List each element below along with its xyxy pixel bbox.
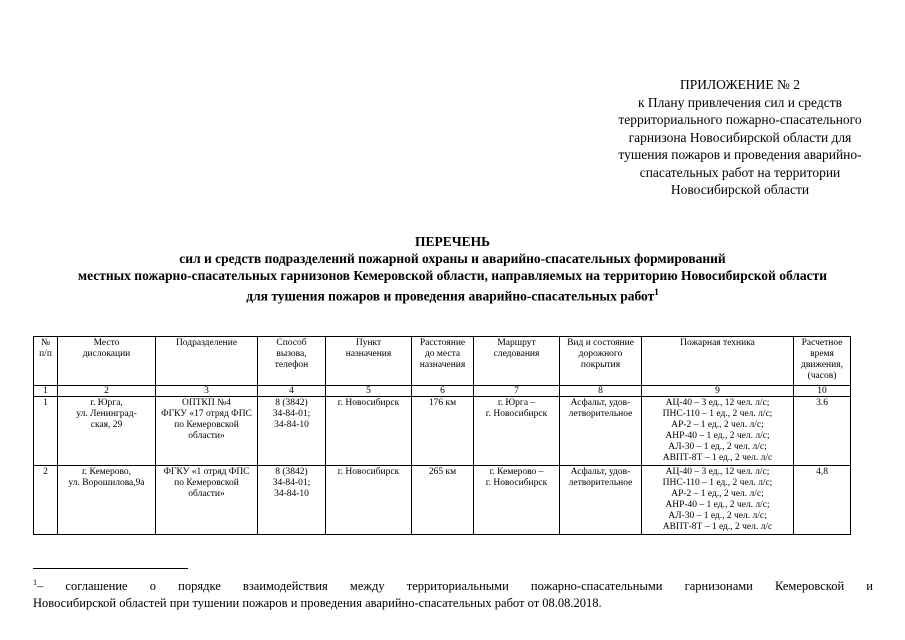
header-text: назначения xyxy=(345,349,392,359)
appendix-line: гарнизона Новосибирской области для xyxy=(628,129,852,145)
cell-line: ОПТКП №4 xyxy=(182,398,231,408)
cell-line: АЛ-30 – 1 ед., 2 чел. л/с; xyxy=(668,442,767,452)
cell-line: летворительное xyxy=(568,409,633,419)
appendix-line: к Плану привлечения сил и средств xyxy=(638,94,842,110)
column-number: 4 xyxy=(258,386,326,397)
cell-line: г. Юрга – xyxy=(497,398,536,408)
footnote-text: – соглашение о порядке взаимодействия между территориальными пожарно-спасательными гарнизонами Кемеровской и xyxy=(37,579,873,594)
header-text: до места xyxy=(424,349,461,359)
cell-line: АЛ-30 – 1 ед., 2 чел. л/с; xyxy=(668,511,767,521)
cell-line: АНР-40 – 1 ед., 2 чел. л/с; xyxy=(665,500,770,510)
header-text: Пожарная техника xyxy=(680,338,755,348)
column-header xyxy=(412,337,474,386)
header-text: время xyxy=(810,349,834,359)
row-number: 1 xyxy=(34,397,58,466)
cell-line: ул. Ленинград- xyxy=(76,409,137,419)
phone-cell xyxy=(258,397,326,466)
column-number: 9 xyxy=(642,386,794,397)
table-row xyxy=(34,466,851,535)
destination-cell: г. Новосибирск xyxy=(326,397,412,466)
header-text: Маршрут xyxy=(497,338,536,348)
road-cell xyxy=(560,397,642,466)
appendix-block xyxy=(590,76,890,199)
cell-line: 34-84-01; xyxy=(272,478,311,488)
column-number: 8 xyxy=(560,386,642,397)
column-header xyxy=(258,337,326,386)
cell-line: АЦ-40 – 3 ед., 12 чел. л/с; xyxy=(665,467,770,477)
table-header-row xyxy=(34,337,851,386)
cell-line: 34-84-10 xyxy=(274,420,309,430)
column-numbers-row xyxy=(34,386,851,397)
column-header xyxy=(156,337,258,386)
cell-line: Асфальт, удов- xyxy=(570,398,631,408)
column-header xyxy=(560,337,642,386)
column-number: 2 xyxy=(58,386,156,397)
unit-cell xyxy=(156,397,258,466)
cell-line: АР-2 – 1 ед., 2 чел. л/с; xyxy=(671,489,764,499)
cell-line: ФГКУ «1 отряд ФПС xyxy=(163,467,250,477)
cell-line: г. Новосибирск xyxy=(485,478,548,488)
equipment-cell xyxy=(642,397,794,466)
appendix-line: территориального пожарно-спасательного xyxy=(618,112,862,127)
cell-line: 8 (3842) xyxy=(275,398,308,408)
footnote-mark: 1 xyxy=(654,287,659,297)
header-text: дислокации xyxy=(82,349,131,359)
title-heading: ПЕРЕЧЕНЬ xyxy=(414,234,491,249)
footnote-mark: 1 xyxy=(33,578,37,587)
footnote-divider xyxy=(33,568,188,569)
header-text: телефон xyxy=(274,360,309,370)
cell-line: АЦ-40 – 3 ед., 12 чел. л/с; xyxy=(665,398,770,408)
header-text: Способ xyxy=(276,338,307,348)
column-number: 6 xyxy=(412,386,474,397)
cell-line: по Кемеровской xyxy=(174,420,239,430)
cell-line: АНР-40 – 1 ед., 2 чел. л/с; xyxy=(665,431,770,441)
time-cell: 4,8 xyxy=(794,466,851,535)
column-number: 10 xyxy=(794,386,851,397)
column-header xyxy=(642,337,794,386)
cell-line: г. Кемерово, xyxy=(81,467,132,477)
header-text: № xyxy=(40,338,51,348)
title-line: сил и средств подразделений пожарной охраны и аварийно-спасательных формирований xyxy=(179,251,726,266)
cell-line: по Кемеровской xyxy=(174,478,239,488)
header-text: следования xyxy=(493,349,540,359)
header-text: (часов) xyxy=(807,371,837,381)
header-text: дорожного xyxy=(578,349,623,359)
cell-line: г. Юрга, xyxy=(90,398,123,408)
column-number: 7 xyxy=(474,386,560,397)
column-header xyxy=(58,337,156,386)
appendix-line: Новосибирской области xyxy=(670,182,810,197)
footnote-line: Новосибирской областей при тушении пожаров и проведения аварийно-спасательных работ от 08.08.2018. xyxy=(33,596,602,611)
appendix-line: спасательных работ на территории xyxy=(639,164,841,180)
column-header xyxy=(474,337,560,386)
header-text: Подразделение xyxy=(175,338,238,348)
forces-table xyxy=(33,336,851,535)
header-text: покрытия xyxy=(580,360,621,370)
header-text: Расстояние xyxy=(419,338,466,348)
cell-line: 8 (3842) xyxy=(275,467,308,477)
table-row xyxy=(34,397,851,466)
cell-line: АР-2 – 1 ед., 2 чел. л/с; xyxy=(671,420,764,430)
header-text: Расчетное xyxy=(801,338,843,348)
route-cell xyxy=(474,397,560,466)
appendix-line: тушения пожаров и проведения аварийно- xyxy=(618,147,862,162)
column-header xyxy=(326,337,412,386)
phone-cell xyxy=(258,466,326,535)
location-cell xyxy=(58,466,156,535)
cell-line: области» xyxy=(188,489,225,499)
cell-line: 34-84-01; xyxy=(272,409,311,419)
appendix-line: ПРИЛОЖЕНИЕ № 2 xyxy=(679,77,801,92)
header-text: Место xyxy=(93,338,120,348)
route-cell xyxy=(474,466,560,535)
cell-line: Асфальт, удов- xyxy=(570,467,631,477)
location-cell xyxy=(58,397,156,466)
cell-line: ская, 29 xyxy=(90,420,123,430)
cell-line: ул. Ворошилова,9а xyxy=(68,478,145,488)
road-cell xyxy=(560,466,642,535)
column-number: 1 xyxy=(34,386,58,397)
header-text: Вид и состояние xyxy=(567,338,634,348)
cell-line: области» xyxy=(188,431,225,441)
distance-cell: 265 км xyxy=(412,466,474,535)
document-title xyxy=(0,233,905,305)
header-text: назначения xyxy=(419,360,466,370)
title-line-last xyxy=(0,284,905,305)
cell-line: летворительное xyxy=(568,478,633,488)
destination-cell: г. Новосибирск xyxy=(326,466,412,535)
cell-line: г. Новосибирск xyxy=(485,409,548,419)
row-number: 2 xyxy=(34,466,58,535)
title-line: местных пожарно-спасательных гарнизонов Кемеровской области, направляемых на территорию Новосибирской области xyxy=(77,268,828,283)
cell-line: ПНС-110 – 1 ед., 2 чел. л/с; xyxy=(662,478,773,488)
column-header xyxy=(794,337,851,386)
time-cell: 3.6 xyxy=(794,397,851,466)
cell-line: ПНС-110 – 1 ед., 2 чел. л/с; xyxy=(662,409,773,419)
header-text: вызова, xyxy=(276,349,307,359)
header-text: движения, xyxy=(801,360,843,370)
cell-line: г. Кемерово – xyxy=(489,467,544,477)
header-text: п/п xyxy=(39,349,52,359)
cell-line: 34-84-10 xyxy=(274,489,309,499)
footnote xyxy=(33,574,873,612)
distance-cell: 176 км xyxy=(412,397,474,466)
cell-line: АВПТ-8Т – 1 ед., 2 чел. л/с xyxy=(662,522,773,532)
column-number: 5 xyxy=(326,386,412,397)
column-header xyxy=(34,337,58,386)
unit-cell xyxy=(156,466,258,535)
title-line: для тушения пожаров и проведения аварийно-спасательных работ xyxy=(246,288,655,304)
cell-line: АВПТ-8Т – 1 ед., 2 чел. л/с xyxy=(662,453,773,463)
column-number: 3 xyxy=(156,386,258,397)
equipment-cell xyxy=(642,466,794,535)
cell-line: ФГКУ «17 отряд ФПС xyxy=(161,409,252,419)
footnote-line xyxy=(33,574,873,595)
header-text: Пункт xyxy=(355,338,382,348)
